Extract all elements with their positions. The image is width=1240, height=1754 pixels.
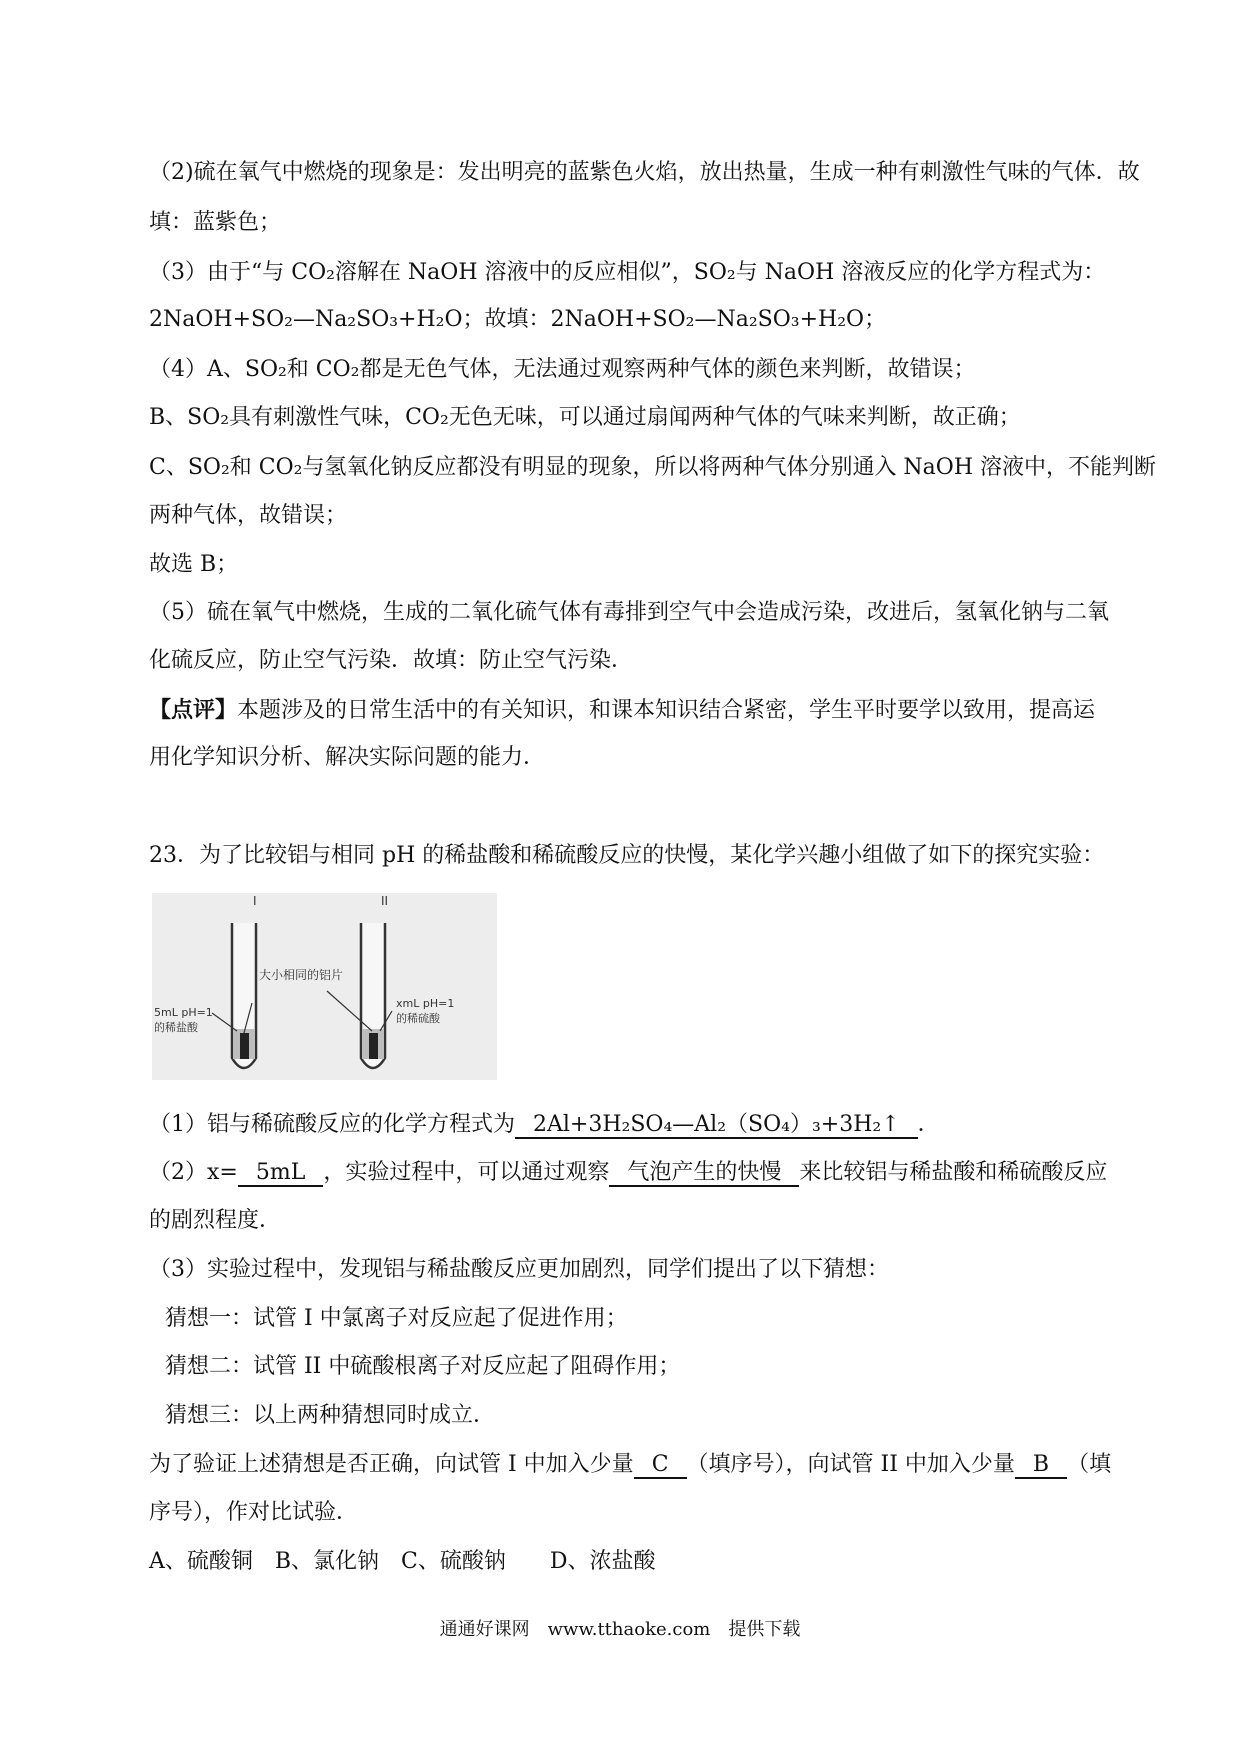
text-line: 故选 B； — [149, 552, 239, 577]
left-note: 的稀盐酸 — [154, 1021, 198, 1034]
text-line: C、SO₂和 CO₂与氢氧化钠反应都没有明显的现象，所以将两种气体分别通入 NaOH 溶液中，不能判断 — [149, 455, 1157, 480]
text-line: 化硫反应，防止空气污染．故填：防止空气污染． — [149, 648, 634, 673]
comment-line — [149, 697, 1095, 724]
text-line: 2NaOH+SO₂—Na₂SO₃+H₂O；故填：2NaOH+SO₂—Na₂SO₃+H₂O； — [149, 307, 887, 332]
tube1-label: I — [253, 894, 257, 908]
answer-text: （1）铝与稀硫酸反应的化学方程式为 — [149, 1112, 515, 1137]
text-line: （3）实验过程中，发现铝与稀盐酸反应更加剧烈，同学们提出了以下猜想： — [149, 1257, 889, 1282]
tube2-aluminum-strip — [369, 1033, 378, 1059]
answer-text: （填序号），向试管 II 中加入少量 — [686, 1452, 1015, 1477]
aluminum-pointer-label: 大小相同的铝片 — [259, 968, 344, 982]
footer: 通通好课网 www.tthaoke.com 提供下载 — [439, 1619, 801, 1640]
answer-blank: 2Al+3H₂SO₄—Al₂（SO₄）₃+3H₂↑ — [515, 1113, 918, 1139]
guess-3: 猜想三：以上两种猜想同时成立． — [165, 1403, 496, 1428]
right-note: 的稀硫酸 — [396, 1012, 440, 1025]
answer-text: 为了验证上述猜想是否正确，向试管 I 中加入少量 — [149, 1452, 634, 1477]
text-line: 序号），作对比试验． — [149, 1500, 359, 1525]
verify-line — [149, 1452, 1111, 1479]
text-line: （2)硫在氧气中燃烧的现象是：发出明亮的蓝紫色火焰，放出热量，生成一种有刺激性气味的气体．故 — [149, 160, 1140, 185]
guess-1: 猜想一：试管 I 中氯离子对反应起了促进作用； — [165, 1306, 628, 1331]
tube1-aluminum-strip — [240, 1033, 249, 1059]
text-line: 两种气体，故错误； — [149, 503, 348, 528]
left-note: 5mL pH=1 — [154, 1006, 213, 1019]
answer-text: 来比较铝与稀盐酸和稀硫酸反应 — [799, 1160, 1108, 1185]
answer-2 — [149, 1160, 1107, 1187]
answer-blank: 气泡产生的快慢 — [609, 1161, 799, 1187]
text-line: 用化学知识分析、解决实际问题的能力． — [149, 745, 546, 770]
answer-text: ． — [917, 1112, 940, 1137]
text-line: （3）由于“与 CO₂溶解在 NaOH 溶液中的反应相似”，SO₂与 NaOH 溶液反应的化学方程式为： — [149, 260, 1106, 285]
answer-blank: B — [1015, 1453, 1067, 1479]
answer-text: ，实验过程中，可以通过观察 — [323, 1160, 610, 1185]
answer-blank: 5mL — [238, 1161, 323, 1187]
text-line: （4）A、SO₂和 CO₂都是无色气体，无法通过观察两种气体的颜色来判断，故错误； — [149, 357, 976, 382]
right-note: xmL pH=1 — [396, 997, 455, 1010]
test-tube-figure — [152, 893, 497, 1080]
text-line: （5）硫在氧气中燃烧，生成的二氧化硫气体有毒排到空气中会造成污染，改进后，氢氧化钠与二氧 — [149, 600, 1110, 625]
answer-1 — [149, 1112, 940, 1139]
options-line: A、硫酸铜 B、氯化钠 C、硫酸钠 D、浓盐酸 — [149, 1549, 656, 1574]
question-23: 23．为了比较铝与相同 pH 的稀盐酸和稀硫酸反应的快慢，某化学兴趣小组做了如下的探究实验： — [149, 843, 1105, 868]
tube2-label: II — [381, 894, 389, 908]
guess-2: 猜想二：试管 II 中硫酸根离子对反应起了阻碍作用； — [165, 1354, 681, 1379]
comment-text: 本题涉及的日常生活中的有关知识，和课本知识结合紧密，学生平时要学以致用，提高运 — [237, 698, 1096, 723]
answer-text: （2）x= — [149, 1160, 238, 1185]
answer-text: （填 — [1067, 1452, 1112, 1477]
comment-label: 【点评】 — [149, 697, 238, 723]
text-line: 填：蓝紫色； — [149, 210, 282, 235]
answer-blank: C — [634, 1453, 687, 1479]
text-line: B、SO₂具有刺激性气味，CO₂无色无味，可以通过扇闻两种气体的气味来判断，故正确； — [149, 405, 1021, 430]
text-line: 的剧烈程度． — [149, 1208, 282, 1233]
